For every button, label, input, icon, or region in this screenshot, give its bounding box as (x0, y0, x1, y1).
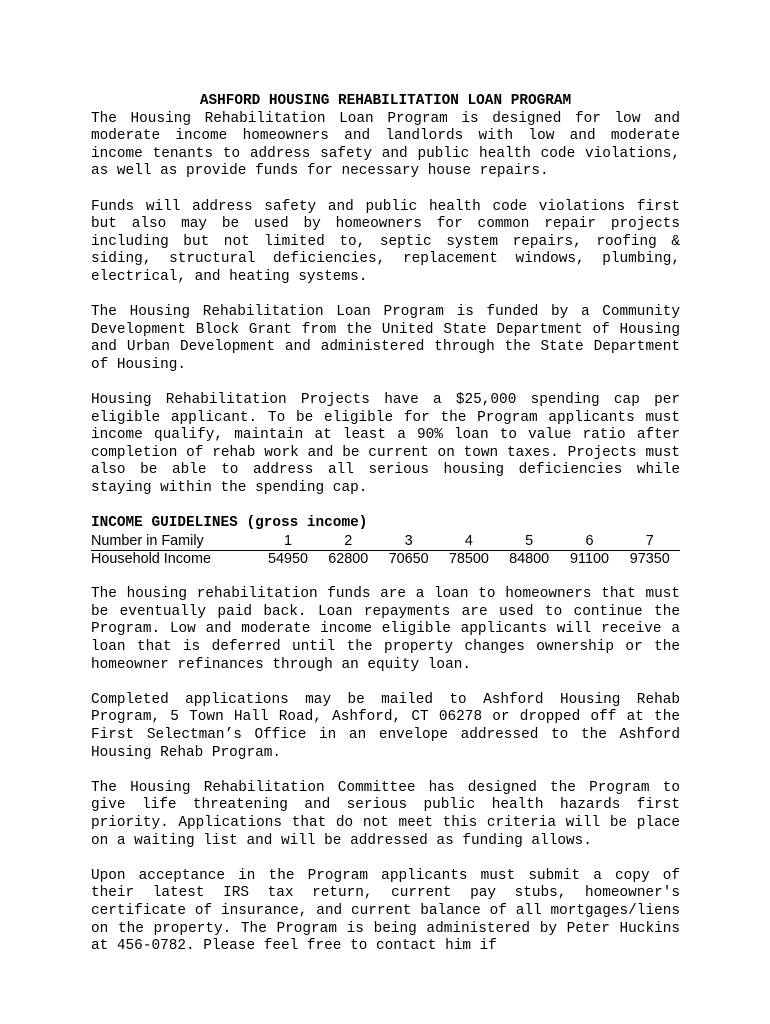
household-income-cell: 62800 (328, 551, 369, 568)
household-income-cell: 84800 (509, 551, 550, 568)
family-size-cell: 4 (439, 533, 499, 551)
paragraph-program-description: The Housing Rehabilitation Loan Program is designed for low and moderate income homeowners and landlords with low and moderate income tenants to address safety and public health code violations, as well as provide funds for necessary house repairs. (91, 110, 680, 180)
family-size-cell: 6 (559, 533, 619, 551)
household-income-cell: 54950 (267, 551, 308, 568)
household-income-row (91, 551, 680, 569)
document-title: ASHFORD HOUSING REHABILITATION LOAN PROGRAM (199, 93, 572, 109)
paragraph-priority: The Housing Rehabilitation Committee has designed the Program to give life threatening and serious public health hazards first priority. Applications that do not meet this criteria will be place on a waiting list and will be addressed as funding allows. (91, 779, 680, 849)
family-size-cell: 1 (258, 533, 318, 551)
paragraph-loan-repayment: The housing rehabilitation funds are a loan to homeowners that must be eventually paid back. Loan repayments are used to continue the Program. Low and moderate income eligible applicants will receive a loan that is deferred until the property changes ownership or the homeowner refinances through an equity loan. (91, 586, 680, 673)
household-income-label: Household Income (91, 551, 211, 568)
family-size-row (91, 533, 680, 551)
household-income-cell: 97350 (629, 551, 670, 568)
family-size-cell: 2 (318, 533, 378, 551)
paragraph-funding-source: The Housing Rehabilitation Loan Program is funded by a Community Development Block Grant from the United State Department of Housing and Urban Development and administered through the State Department of Housing. (91, 304, 680, 373)
income-guidelines-heading: INCOME GUIDELINES (gross income) (91, 515, 368, 532)
family-size-cell: 5 (499, 533, 559, 551)
paragraph-spending-cap: Housing Rehabilitation Projects have a $25,000 spending cap per eligible applicant. To be eligible for the Program applicants must income qualify, maintain at least a 90% loan to value ratio after completion of rehab work and be current on town taxes. Projects must also be able to address all serious housing deficiencies while staying within the spending cap. (91, 392, 680, 497)
paragraph-required-documents: Upon acceptance in the Program applicants must submit a copy of their latest IRS tax return, current pay stubs, homeowner's certificate of insurance, and current balance of all mortgages/liens on the property. The Program is being administered by Peter Huckins at 456-0782. Please feel free to contact him if (91, 867, 680, 955)
family-size-cell: 3 (378, 533, 438, 551)
paragraph-funds-usage: Funds will address safety and public health code violations first but also may be used by homeowners for common repair projects including but not limited to, septic system repairs, roofing & siding, structural deficiencies, replacement windows, plumbing, electrical, and heating systems. (91, 198, 680, 285)
paragraph-application-submission: Completed applications may be mailed to Ashford Housing Rehab Program, 5 Town Hall Road, Ashford, CT 06278 or dropped off at the First Selectman’s Office in an envelope addressed to the Ashford Housing Rehab Program. (91, 691, 680, 761)
document-body (91, 93, 680, 973)
family-size-cell: 7 (620, 533, 680, 551)
family-size-label: Number in Family (91, 533, 258, 551)
income-guidelines-table (91, 533, 680, 569)
household-income-cell: 91100 (570, 551, 609, 568)
household-income-cell: 78500 (448, 551, 489, 568)
household-income-cell: 70650 (388, 551, 429, 568)
